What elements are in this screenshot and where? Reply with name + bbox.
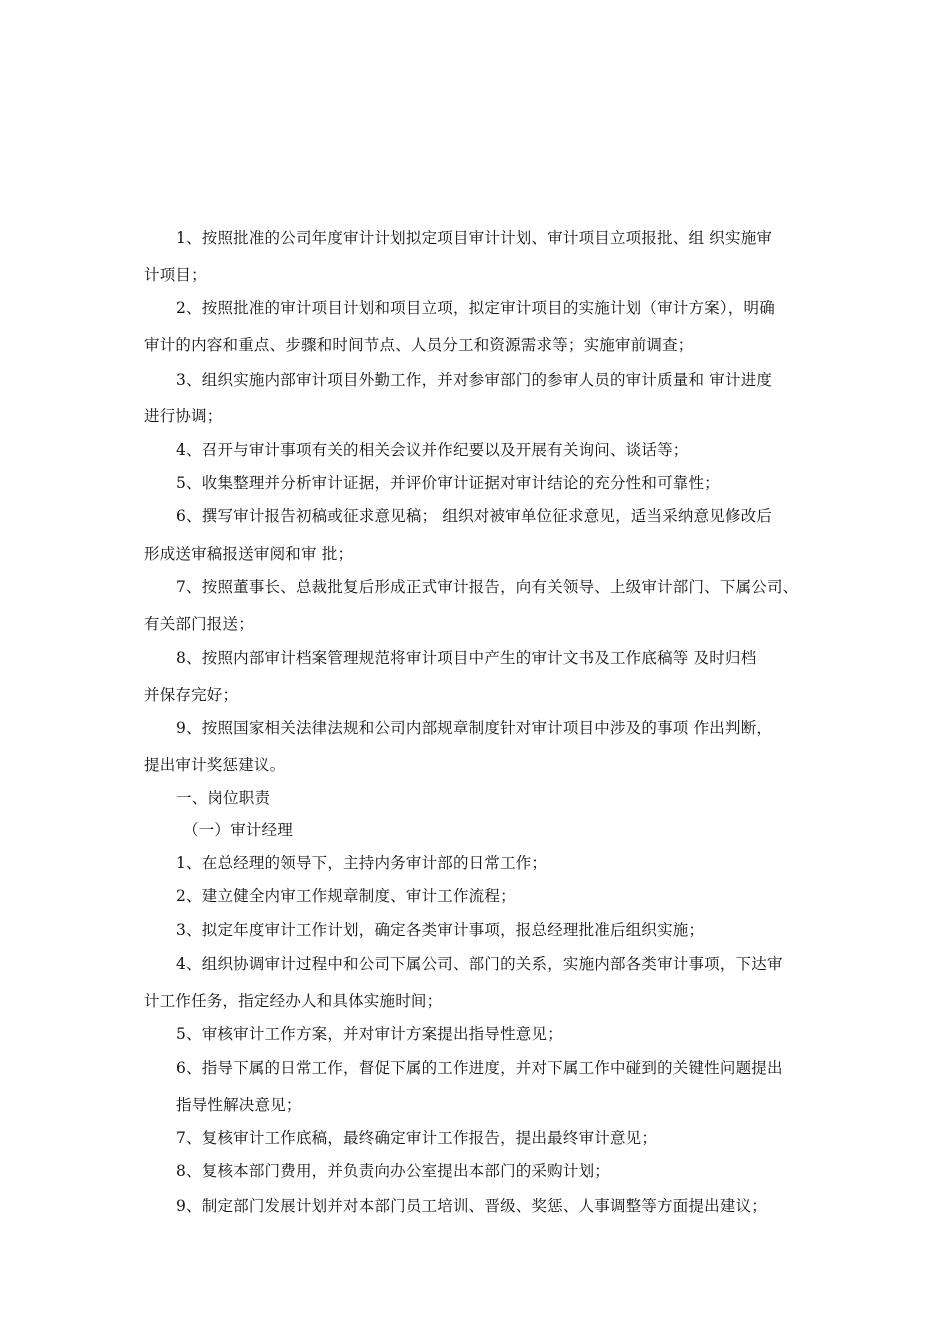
paragraph-line: 4、组织协调审计过程中和公司下属公司、部门的关系，实施内部各类审计事项，下达审 xyxy=(176,955,783,973)
paragraph-line: 1、在总经理的领导下，主持内务审计部的日常工作； xyxy=(176,854,548,872)
paragraph-line: 并保存完好； xyxy=(144,686,239,704)
paragraph-line: 4、召开与审计事项有关的相关会议并作纪要以及开展有关询问、谈话等； xyxy=(176,441,689,459)
paragraph-line: 计工作任务，指定经办人和具体实施时间； xyxy=(144,992,443,1010)
paragraph-line: 审计的内容和重点、步骤和时间节点、人员分工和资源需求等；实施审前调查； xyxy=(144,336,694,354)
paragraph-line: 7、按照董事长、总裁批复后形成正式审计报告，向有关领导、上级审计部门、下属公司、 xyxy=(176,578,799,596)
paragraph-line: 1、按照批准的公司年度审计计划拟定项目审计计划、审计项目立项报批、组 织实施审 xyxy=(176,229,773,247)
subsection-heading: （一）审计经理 xyxy=(183,821,293,839)
paragraph-line: 有关部门报送； xyxy=(144,615,254,633)
paragraph-line: 3、组织实施内部审计项目外勤工作，并对参审部门的参审人员的审计质量和 审计进度 xyxy=(176,371,773,389)
paragraph-line: 9、按照国家相关法律法规和公司内部规章制度针对审计项目中涉及的事项 作出判断， xyxy=(176,719,773,737)
section-heading: 一、岗位职责 xyxy=(176,789,271,807)
paragraph-line: 指导性解决意见； xyxy=(176,1096,302,1114)
paragraph-line: 3、拟定年度审计工作计划，确定各类审计事项，报总经理批准后组织实施； xyxy=(176,921,705,939)
paragraph-line: 6、指导下属的日常工作，督促下属的工作进度，并对下属工作中碰到的关键性问题提出 xyxy=(176,1059,783,1077)
paragraph-line: 7、复核审计工作底稿，最终确定审计工作报告，提出最终审计意见； xyxy=(176,1129,658,1147)
paragraph-line: 8、复核本部门费用，并负责向办公室提出本部门的采购计划； xyxy=(176,1162,610,1180)
paragraph-line: 进行协调； xyxy=(144,407,223,425)
paragraph-line: 2、建立健全内审工作规章制度、审计工作流程； xyxy=(176,887,516,905)
paragraph-line: 8、按照内部审计档案管理规范将审计项目中产生的审计文书及工作底稿等 及时归档 xyxy=(176,649,757,667)
paragraph-line: 9、制定部门发展计划并对本部门员工培训、晋级、奖惩、人事调整等方面提出建议； xyxy=(176,1197,767,1215)
paragraph-line: 5、收集整理并分析审计证据，并评价审计证据对审计结论的充分性和可靠性； xyxy=(176,474,720,492)
paragraph-line: 5、审核审计工作方案，并对审计方案提出指导性意见； xyxy=(176,1025,563,1043)
paragraph-line: 形成送审稿报送审阅和审 批； xyxy=(144,545,354,563)
paragraph-line: 2、按照批准的审计项目计划和项目立项，拟定审计项目的实施计划（审计方案），明确 xyxy=(176,299,775,317)
paragraph-line: 提出审计奖惩建议。 xyxy=(144,756,286,774)
paragraph-line: 6、撰写审计报告初稿或征求意见稿； 组织对被审单位征求意见，适当采纳意见修改后 xyxy=(176,507,773,525)
paragraph-line: 计项目； xyxy=(144,266,207,284)
